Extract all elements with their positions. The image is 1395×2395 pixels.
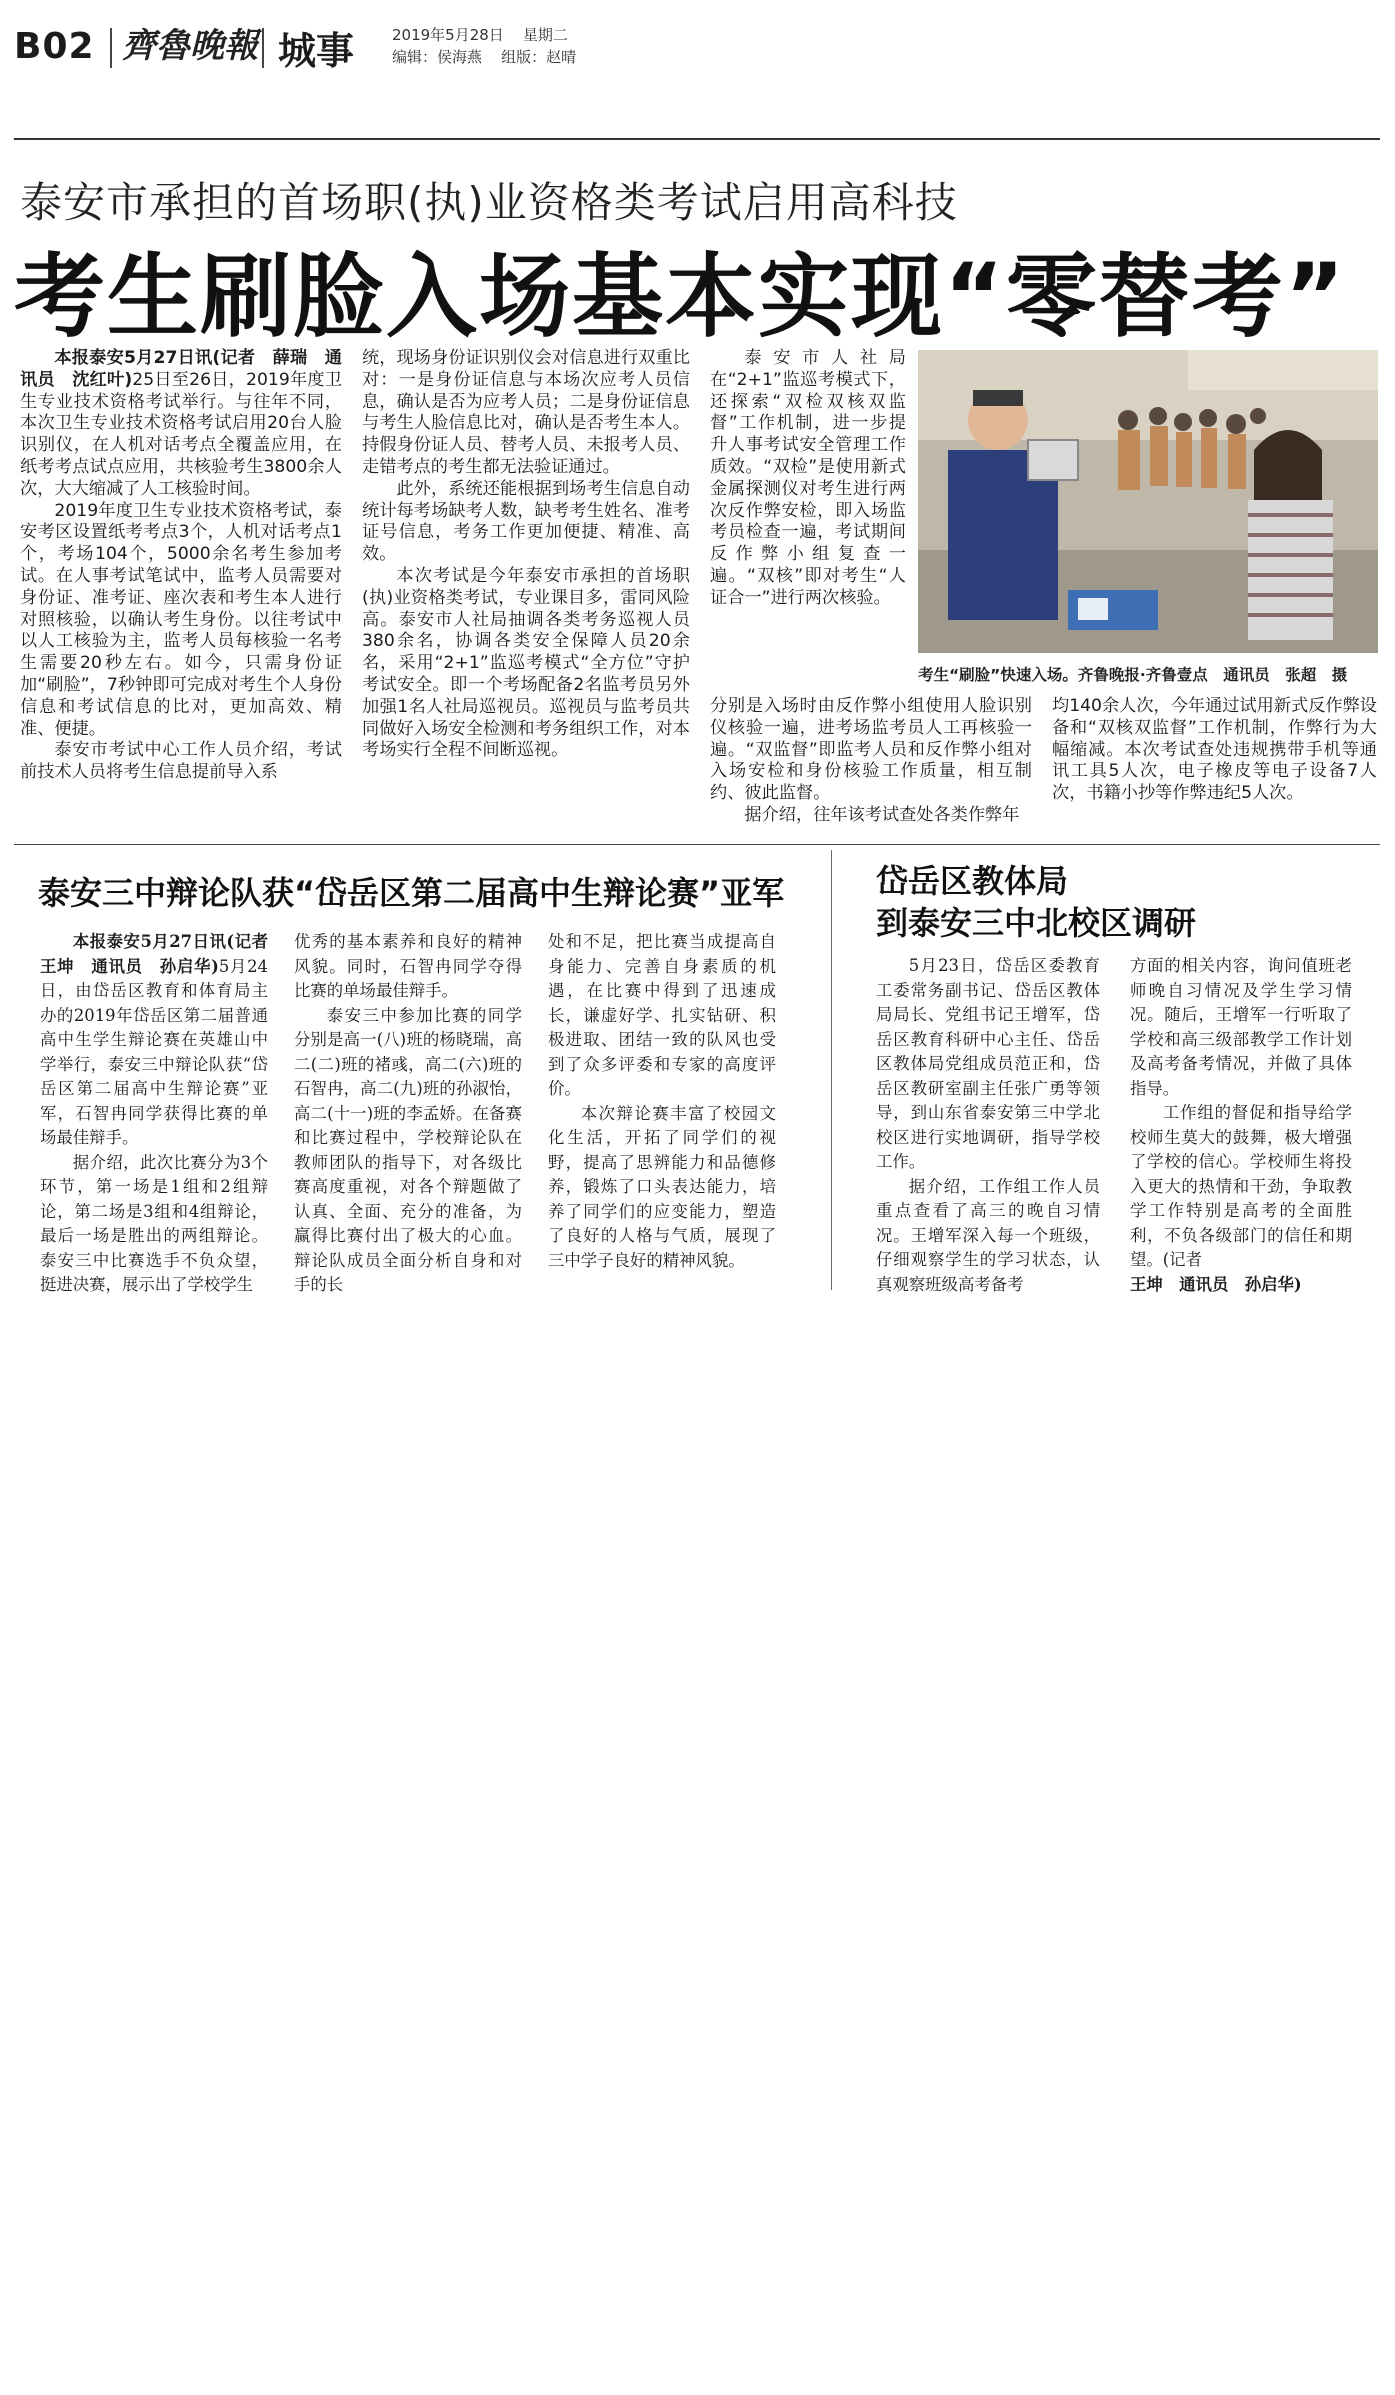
weekday-text: 星期二 xyxy=(522,26,568,44)
main-article-column-4 xyxy=(710,696,1032,827)
paragraph: 优秀的基本素养和良好的精神风貌。同时，石智冉同学夺得比赛的单场最佳辩手。 xyxy=(294,932,522,1000)
research-article-title-line-2: 到泰安三中北校区调研 xyxy=(876,904,1197,942)
research-article-column-2 xyxy=(1130,954,1352,1297)
main-article-column-2 xyxy=(362,348,690,762)
debate-article-column-2 xyxy=(294,930,522,1298)
paragraph: 5月24日，由岱岳区教育和体育局主办的2019年岱岳区第二届普通高中生学生辩论赛在英雄山中学举行，泰安三中辩论队获“岱岳区第二届高中生辩论赛”亚军，石智冉同学获得比赛的单场最佳辩手。 xyxy=(40,956,268,1147)
paragraph: 泰安市人社局在“2+1”监巡考模式下，还探索“双检双核双监督”工作机制，进一步提升人事考试安全管理工作质效。“双检”是使用新式金属探测仪对考生进行两次反作弊安检，即入场监考员检查一遍，考试期间反作弊小组复查一遍。“双核”即对考生“人证合一”进行两次核验。 xyxy=(710,348,906,608)
paragraph: 处和不足，把比赛当成提高自身能力、完善自身素质的机遇，在比赛中得到了迅速成长，谦虚好学、扎实钻研、积极进取、团结一致的队风也受到了众多评委和专家的高度评价。 xyxy=(548,932,776,1098)
article-headline: 考生刷脸入场基本实现“零替考” xyxy=(14,245,1347,350)
article-kicker: 泰安市承担的首场职(执)业资格类考试启用高科技 xyxy=(20,178,958,227)
paragraph: 统，现场身份证识别仪会对信息进行双重比对：一是身份证信息与本场次应考人员信息，确认是否为应考人员；二是身份证信息与考生人脸信息比对，确认是否考生本人。持假身份证人员、替考人员、未报考人员、走错考点的考生都无法验证通过。 xyxy=(362,348,690,477)
date-text: 2019年5月28日 xyxy=(392,26,504,44)
debate-article-column-1 xyxy=(40,930,285,1298)
issue-date xyxy=(392,24,568,45)
debate-article-title: 泰安三中辩论队获“岱岳区第二届高中生辩论赛”亚军 xyxy=(38,874,785,912)
page-code: B02 xyxy=(14,26,95,67)
main-article-column-1 xyxy=(20,348,342,784)
masthead-logo: 齊魯晚報 xyxy=(122,26,258,66)
debate-article-column-3 xyxy=(548,930,776,1273)
section-title: 城事 xyxy=(278,29,355,73)
paragraph: 本次考试是今年泰安市承担的首场职(执)业资格类考试，专业课目多，雷同风险高。泰安市人社局抽调各类考务巡视人员380余名，协调各类安全保障人员20余名，采用“2+1”监巡考模式“全方位”守护考试安全。即一个考场配备2名监考员另外加强1名人社局巡视员。巡视员与监考员共同做好入场安全检测和考务组织工作，对本考场实行全程不间断巡视。 xyxy=(362,565,690,761)
paragraph: 分别是入场时由反作弊小组使用人脸识别仪核验一遍，进考场监考员人工再核验一遍。“双监督”即监考人员和反作弊小组对入场安检和身份核验工作质量，相互制约、彼此监督。 xyxy=(710,696,1032,804)
editor-credits xyxy=(392,46,576,67)
photo-caption: 考生“刷脸”快速入场。齐鲁晚报·齐鲁壹点 通讯员 张超 摄 xyxy=(918,666,1348,684)
article-byline: 王坤 通讯员 孙启华) xyxy=(1130,1274,1302,1294)
section-rule xyxy=(14,844,1380,845)
main-article-column-5 xyxy=(1052,696,1377,805)
paragraph: 据介绍，此次比赛分为3个环节，第一场是1组和2组辩论，第二场是3组和4组辩论，最后一场是胜出的两组辩论。泰安三中比赛选手不负众望，挺进决赛，展示出了学校学生 xyxy=(40,1152,268,1294)
photo-illustration xyxy=(918,350,1378,653)
paragraph: 2019年度卫生专业技术资格考试，泰安考区设置纸考考点3个，人机对话考点1个，考场104个，5000余名考生参加考试。在人事考试笔试中，监考人员需要对身份证、准考证、座次表和考生本人进行对照核验，以确认考生身份。以往考试中以人工核验为主，监考人员每核验一名考生需要20秒左右。如今，只需身份证加“刷脸”，7秒钟即可完成对考生个人身份信息和考试信息的比对，更加高效、精准、便捷。 xyxy=(20,500,342,739)
paragraph: 工作组的督促和指导给学校师生莫大的鼓舞，极大增强了学校的信心。学校师生将投入更大的热情和干劲，争取教学工作特别是高考的全面胜利，不负各级部门的信任和期望。(记者 xyxy=(1130,1103,1352,1269)
editor-text: 编辑：侯海燕 xyxy=(392,48,483,66)
header-rule xyxy=(14,138,1380,140)
paragraph: 本次辩论赛丰富了校园文化生活，开拓了同学们的视野，提高了思辨能力和品德修养，锻炼了口头表达能力，培养了同学们的应变能力，塑造了良好的人格与气质，展现了三中学子良好的精神风貌。 xyxy=(548,1103,776,1270)
paragraph: 泰安三中参加比赛的同学分别是高一(八)班的杨晓瑞，高二(二)班的褚彧，高二(六)班的石智冉，高二(九)班的孙淑怡，高二(十一)班的李孟娇。在备赛和比赛过程中，学校辩论队在教师团队的指导下，对各级比赛高度重视，对各个辩题做了认真、全面、充分的准备，为赢得比赛付出了极大的心血。辩论队成员全面分析自身和对手的长 xyxy=(294,1005,522,1294)
header-divider xyxy=(262,28,264,68)
paragraph: 据介绍，往年该考试查处各类作弊年 xyxy=(744,804,1020,825)
header-divider xyxy=(110,28,112,68)
article-dateline: 本报泰安5月27日讯(记者 王坤 通讯员 孙启华) xyxy=(40,932,285,976)
research-article-column-1 xyxy=(876,954,1100,1297)
news-photo xyxy=(918,350,1378,653)
paragraph: 据介绍，工作组工作人员重点查看了高三的晚自习情况。王增军深入每一个班级，仔细观察学生的学习状态，认真观察班级高考备考 xyxy=(876,1176,1100,1294)
main-article-column-3 xyxy=(710,348,906,610)
layout-editor-text: 组版：赵晴 xyxy=(501,48,577,66)
paragraph: 5月23日，岱岳区委教育工委常务副书记、岱岳区教体局局长、党组书记王增军，岱岳区教育科研中心主任、岱岳区教体局党组成员范正和，岱岳区教研室副主任张广勇等领导，到山东省泰安第三中学北校区进行实地调研，指导学校工作。 xyxy=(876,956,1100,1171)
article-dateline: 本报泰安5月27日讯(记者 薛瑞 通讯员 沈红叶) xyxy=(20,348,342,390)
paragraph: 此外，系统还能根据到场考生信息自动统计每考场缺考人数，缺考考生姓名、准考证号信息，考务工作更加便捷、精准、高效。 xyxy=(362,478,690,565)
paragraph: 均140余人次，今年通过试用新式反作弊设备和“双核双监督”工作机制，作弊行为大幅缩减。本次考试查处违规携带手机等通讯工具5人次，电子橡皮等电子设备7人次，书籍小抄等作弊违纪5人次。 xyxy=(1052,696,1377,804)
paragraph: 方面的相关内容，询问值班老师晚自习情况及学生学习情况。随后，王增军一行听取了学校和高三级部教学工作计划及高考备考情况，并做了具体指导。 xyxy=(1130,956,1352,1098)
paragraph: 25日至26日，2019年度卫生专业技术资格考试举行。与往年不同，本次卫生专业技术资格考试启用20台人脸识别仪，在人机对话考点全覆盖应用，在纸考考点试点应用，共核验考生3800余人次，大大缩减了人工核验时间。 xyxy=(20,369,343,499)
column-divider xyxy=(831,850,832,1290)
research-article-title-line-1: 岱岳区教体局 xyxy=(876,862,1069,900)
paragraph: 泰安市考试中心工作人员介绍，考试前技术人员将考生信息提前导入系 xyxy=(20,740,342,783)
